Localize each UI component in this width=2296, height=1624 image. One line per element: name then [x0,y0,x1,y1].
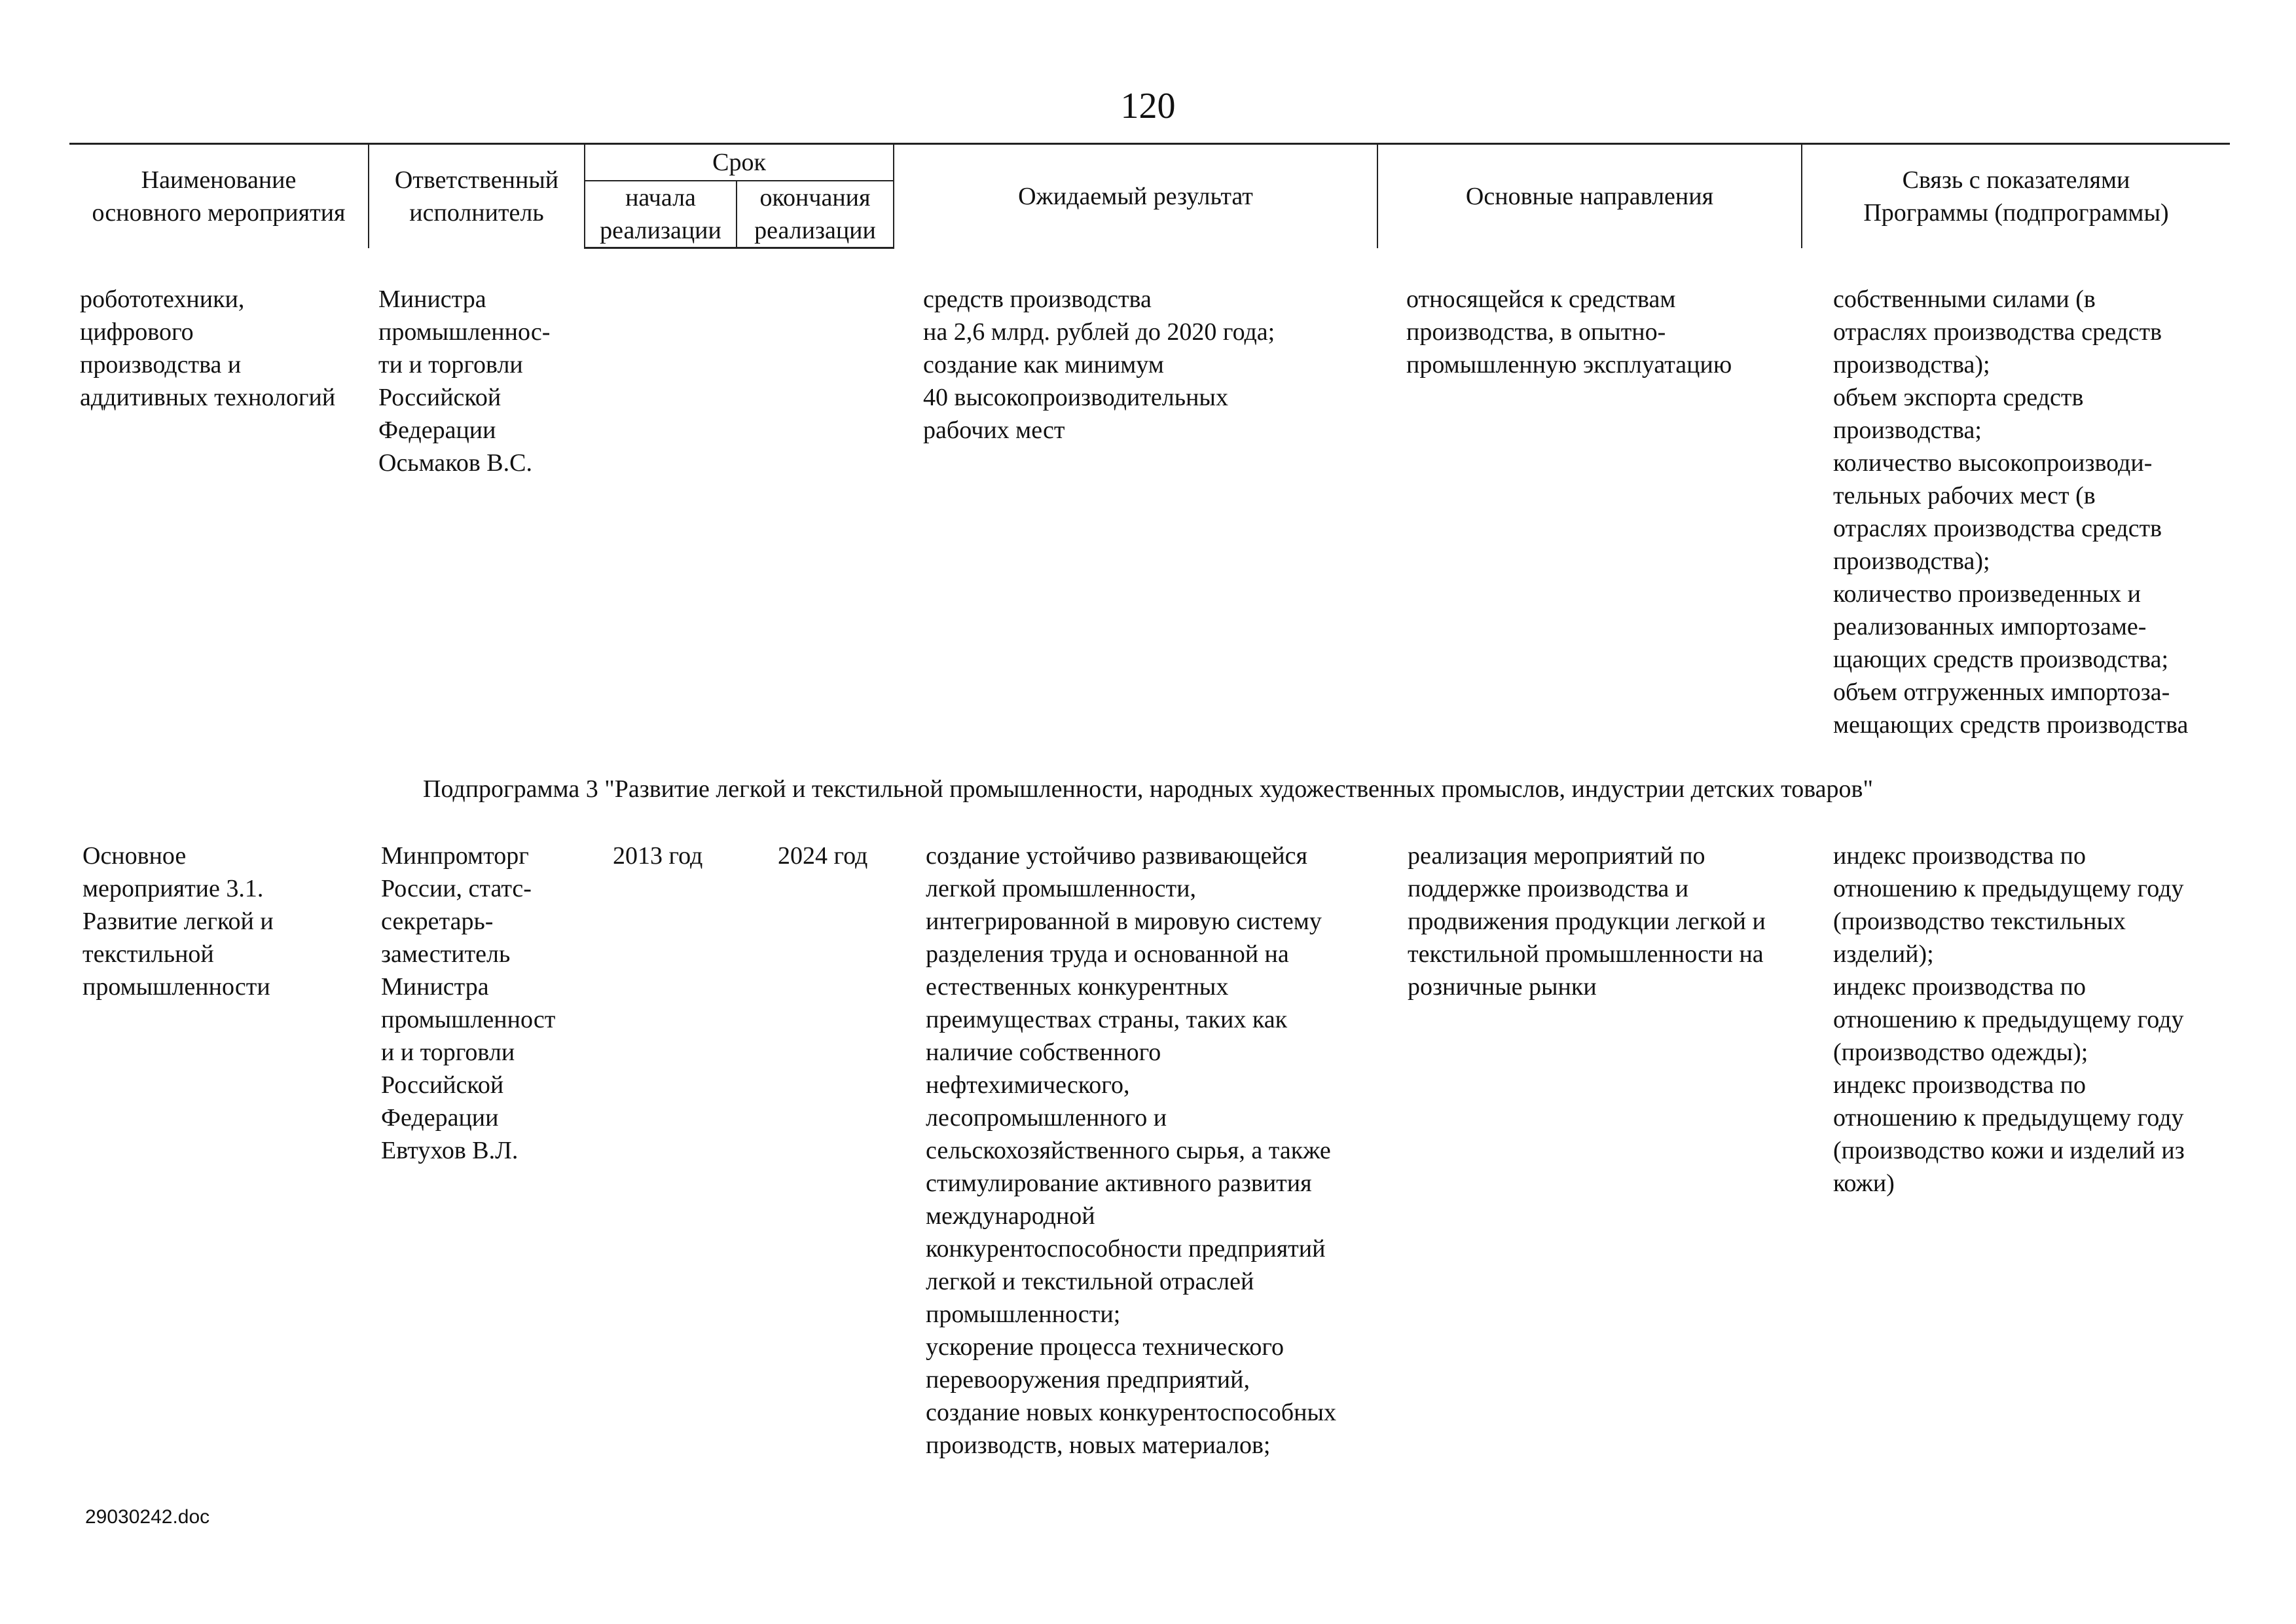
header-directions: Основные направления [1377,144,1802,248]
row1-name: робототехники, цифрового производства и аддитивных технологий [80,286,336,411]
header-result: Ожидаемый результат [894,144,1377,248]
row1-indicators: собственными силами (в отраслях производства средств производства); объем экспорта средств производства; количество высокопроизводи- тельных рабочих мест (в отраслях производства средств производства); количество произведенных и реализованных импортозаме- щающих средств производства; объем отгруженных импортоза- мещающих средств производства [1833,286,2189,739]
header-name: Наименование основного мероприятия [69,144,369,248]
row2-directions: реализация мероприятий по поддержке производства и продвижения продукции легкой и текстильной промышленности на розничные рынки [1408,842,1766,1001]
header-start: начала реализации [585,181,737,248]
header-term: Срок [585,144,894,181]
document-id: 29030242.doc [85,1506,210,1528]
table-header [69,143,2230,249]
row1-result: средств производства на 2,6 млрд. рублей до 2020 года; создание как минимум 40 высокопроизводительных рабочих мест [923,286,1275,444]
row1-executor: Министра промышленнос- ти и торговли Российской Федерации Осьмаков В.С. [378,286,551,477]
page-number: 120 [1120,86,1176,126]
subprogram-title: Подпрограмма 3 "Развитие легкой и текстильной промышленности, народных художественных промыслов, индустрии детских товаров" [423,775,1873,803]
header-executor: Ответственный исполнитель [369,144,585,248]
row2-result: создание устойчиво развивающейся легкой промышленности, интегрированной в мировую систему разделения труда и основанной на естественных конкурентных преимуществах страны, таких как наличие собственного нефтехимического, лесопромышленного и сельскохозяйственного сырья, а также стимулирование активного развития международной конкурентоспособности предприятий легкой и текстильной отраслей промышленности; ускорение процесса технического перевооружения предприятий, создание новых конкурентоспособных производств, новых материалов; [926,842,1336,1459]
row1-directions: относящейся к средствам производства, в опытно- промышленную эксплуатацию [1406,286,1732,378]
row2-start: 2013 год [613,842,703,870]
row2-indicators: индекс производства по отношению к предыдущему году (производство текстильных изделий); индекс производства по отношению к предыдущему году (производство одежды); индекс производства по отношению к предыдущему году (производство кожи и изделий из кожи) [1833,842,2185,1197]
row2-end: 2024 год [778,842,868,870]
row2-executor: Минпромторг России, статс- секретарь- заместитель Министра промышленност и и торговли Российской Федерации Евтухов В.Л. [381,842,556,1164]
row2-name: Основное мероприятие 3.1. Развитие легкой и текстильной промышленности [82,842,274,1001]
header-end: окончания реализации [737,181,894,248]
header-indicators: Связь с показателями Программы (подпрограммы) [1802,144,2230,248]
